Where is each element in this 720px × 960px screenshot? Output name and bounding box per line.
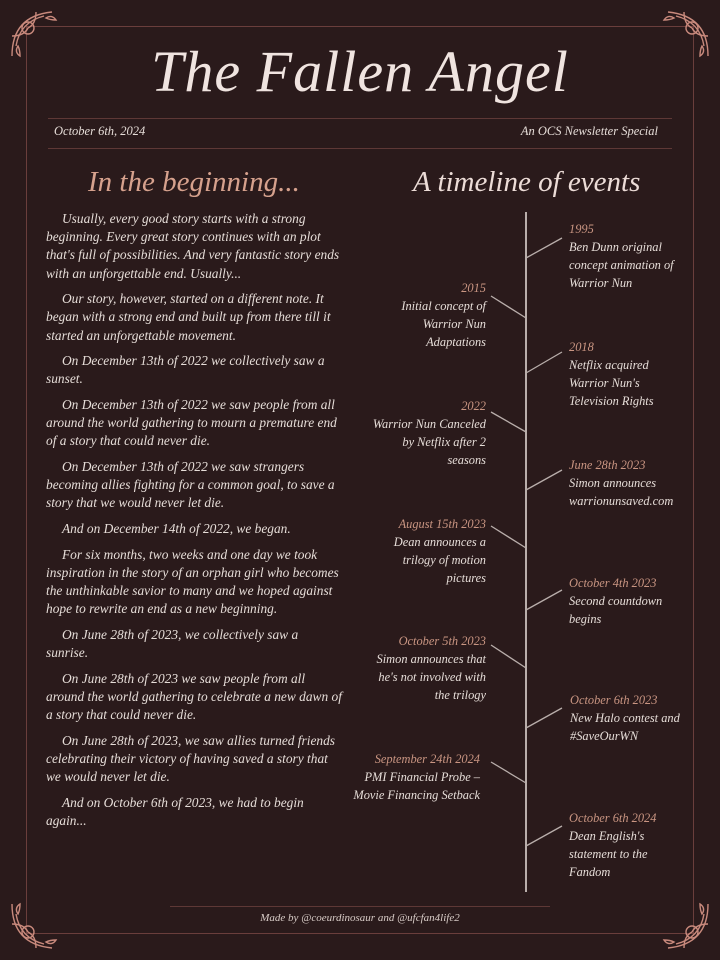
event-text: New Halo contest and #SaveOurWN	[570, 711, 680, 743]
event-text: Initial concept of Warrior Nun Adaptations	[401, 299, 486, 349]
timeline-connector	[526, 826, 562, 846]
timeline-event	[362, 632, 486, 704]
event-date: October 6th 2023	[570, 693, 658, 707]
timeline-connector	[526, 238, 562, 258]
timeline-connector	[491, 762, 526, 783]
timeline-event	[570, 691, 680, 745]
story-paragraph: On December 13th of 2022 we saw people from all around the world gathering to mourn a premature end of a story that could never die.	[46, 397, 337, 449]
event-date: October 5th 2023	[398, 634, 486, 648]
event-text: Warrior Nun Canceled by Netflix after 2 seasons	[372, 417, 486, 467]
story-paragraph: On December 13th of 2022 we collectively saw a sunset.	[46, 353, 325, 387]
timeline-event	[569, 809, 679, 881]
timeline-connector	[526, 352, 562, 373]
event-text: Ben Dunn original concept animation of Warrior Nun	[569, 240, 674, 290]
timeline-event	[569, 338, 679, 410]
event-text: Second countdown begins	[569, 594, 663, 626]
event-text: PMI Financial Probe – Movie Financing Setback	[353, 770, 480, 802]
timeline-event	[569, 220, 697, 292]
publication-name: An OCS Newsletter Special	[520, 124, 658, 138]
event-date: September 24th 2024	[374, 752, 480, 766]
story-paragraph: On December 13th of 2022 we saw strangers becoming allies fighting for a common goal, to save a story that we would never let die.	[46, 459, 335, 511]
timeline-connector	[491, 412, 526, 432]
story-paragraph: Our story, however, started on a different note. It began with a strong end and built up from there till it started an unforgettable movement.	[46, 291, 331, 343]
story-paragraph: For six months, two weeks and one day we took inspiration in the story of an orphan girl who becomes the unthinkable savior to many and we hoped against hope to rewrite an end as a new beginning.	[46, 546, 339, 617]
timeline-connector	[526, 708, 562, 728]
timeline-event	[569, 574, 679, 628]
story-paragraph: And on December 14th of 2022, we began.	[62, 521, 291, 536]
timeline-connector	[491, 645, 526, 668]
event-date: 2018	[569, 340, 594, 354]
page-title: The Fallen Angel	[151, 39, 569, 104]
credits: Made by @coeurdinosaur and @ufcfan4life2	[260, 912, 460, 924]
event-date: August 15th 2023	[398, 517, 486, 531]
timeline-event	[368, 279, 486, 351]
story-paragraph: And on October 6th of 2023, we had to begin again...	[46, 794, 304, 828]
story-paragraph: On June 28th of 2023, we saw allies turned friends celebrating their victory of having saved a story that we would never let die.	[46, 732, 336, 784]
divider	[170, 906, 550, 907]
story-paragraph: Usually, every good story starts with a strong beginning. Every great story continues with an plot that's full of possibilities. And very fantastic story ends with an unforgettable end. Usually...	[46, 211, 340, 281]
event-date: 2015	[461, 281, 486, 295]
story-paragraph: On June 28th of 2023 we saw people from all around the world gathering to celebrate a new dawn of a story that could never die.	[46, 670, 342, 722]
timeline-event	[569, 456, 697, 510]
issue-date: October 6th, 2024	[54, 124, 146, 138]
event-text: Dean announces a trilogy of motion pictures	[393, 535, 486, 585]
timeline-connector	[491, 526, 526, 548]
event-date: 1995	[569, 222, 594, 236]
story-paragraph: On June 28th of 2023, we collectively saw a sunrise.	[46, 626, 299, 660]
timeline-connector	[526, 590, 562, 610]
timeline-event	[350, 750, 480, 804]
event-date: October 4th 2023	[569, 576, 657, 590]
event-text: Dean English's statement to the Fandom	[569, 829, 648, 879]
timeline-connector	[526, 470, 562, 490]
timeline-event	[368, 397, 486, 469]
timeline-heading: A timeline of events	[413, 166, 641, 198]
event-date: 2022	[461, 399, 486, 413]
event-text: Simon announces that he's not involved with the trilogy	[376, 652, 486, 702]
event-text: Simon announces warrionunsaved.com	[569, 476, 674, 508]
event-date: October 6th 2024	[569, 811, 657, 825]
event-text: Netflix acquired Warrior Nun's Television Rights	[569, 358, 654, 408]
story-heading: In the beginning...	[88, 166, 300, 198]
timeline-connector	[491, 296, 526, 318]
timeline-event	[368, 515, 486, 587]
event-date: June 28th 2023	[569, 458, 646, 472]
